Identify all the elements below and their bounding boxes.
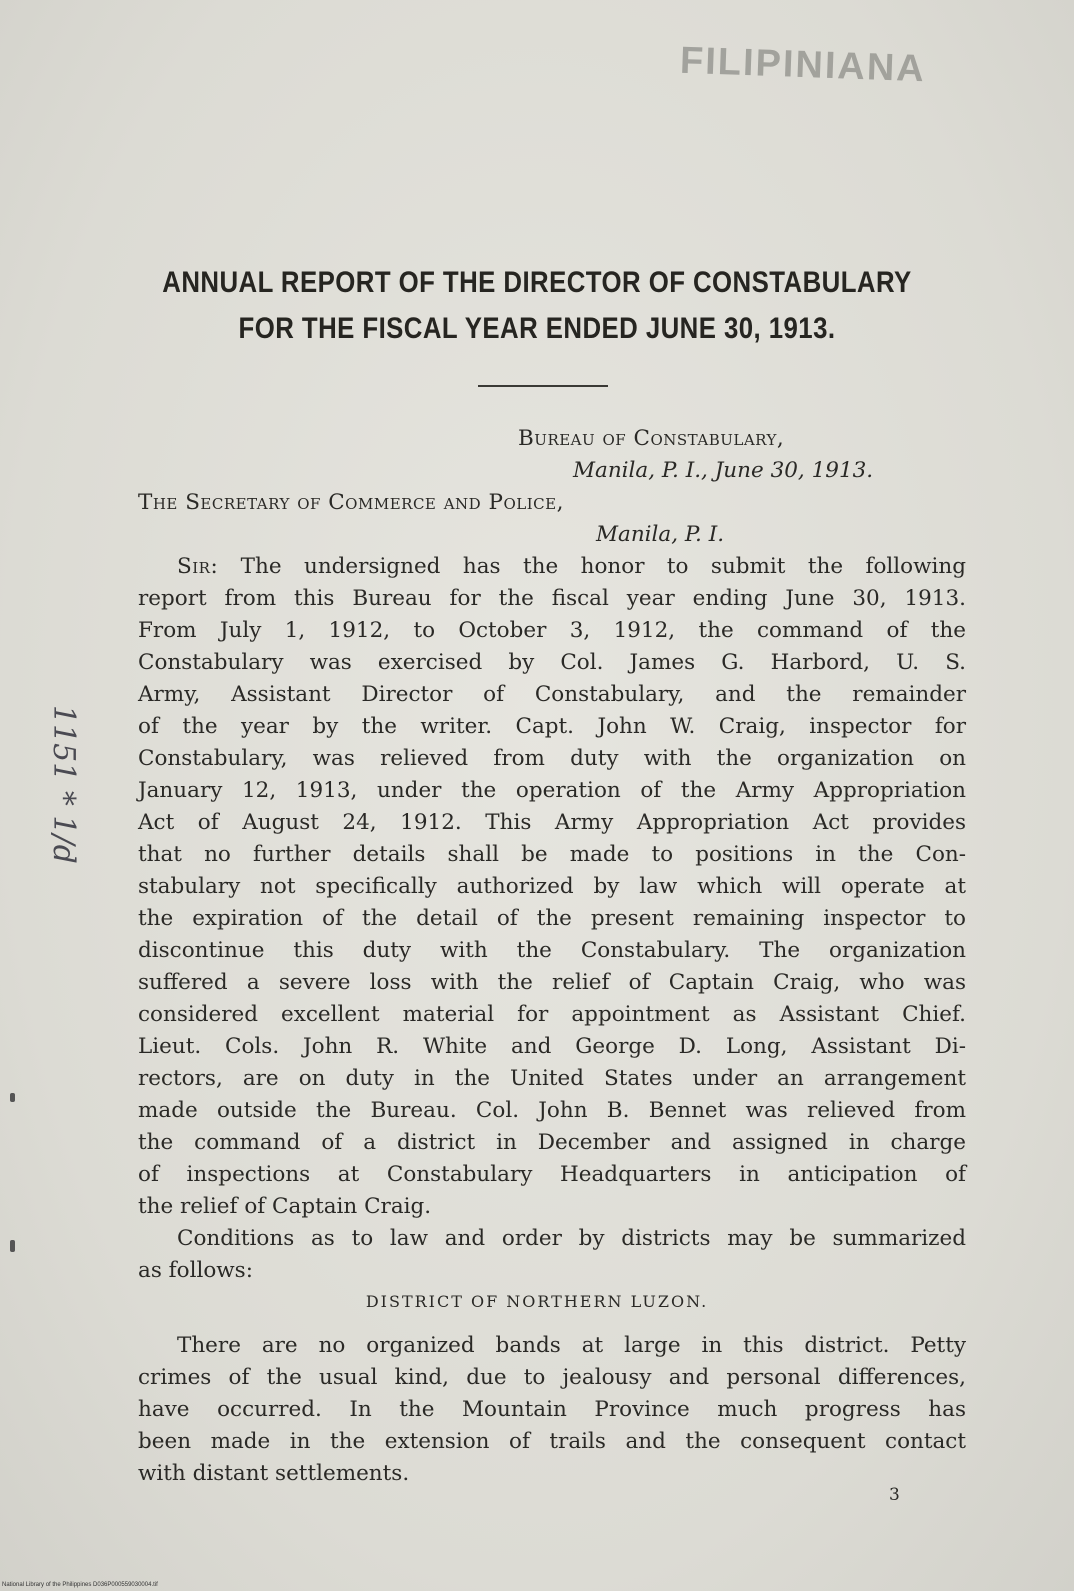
scan-speck bbox=[10, 1093, 15, 1102]
paragraph-1-line-6: of the year by the writer. Capt. John W. Craig, inspector for bbox=[138, 714, 966, 739]
paragraph-1-line-13: discontinue this duty with the Constabulary. The organization bbox=[138, 938, 966, 963]
paragraph-1-line-7: Constabulary, was relieved from duty with the organization on bbox=[138, 746, 966, 771]
section-heading: DISTRICT OF NORTHERN LUZON. bbox=[365, 1292, 709, 1311]
paragraph-1-line-12: the expiration of the detail of the present remaining inspector to bbox=[138, 906, 966, 931]
paragraph-2-line-2: as follows: bbox=[138, 1258, 253, 1283]
addressee bbox=[138, 492, 564, 514]
title-divider bbox=[478, 385, 608, 387]
paragraph-1-line-20: of inspections at Constabulary Headquarters in anticipation of bbox=[138, 1162, 966, 1187]
report-title-line-1: ANNUAL REPORT OF THE DIRECTOR OF CONSTABULARY bbox=[162, 266, 912, 299]
addressee-to: The Secretary of Commerce and Police, bbox=[138, 490, 564, 515]
paragraph-3-line-5: with distant settlements. bbox=[138, 1461, 410, 1486]
paragraph-1-line-15: considered excellent material for appointment as Assistant Chief. bbox=[138, 1002, 966, 1027]
paragraph-1-line-18: made outside the Bureau. Col. John B. Bennet was relieved from bbox=[138, 1098, 966, 1123]
paragraph-3-line-4: been made in the extension of trails and the consequent contact bbox=[138, 1429, 966, 1454]
paragraph-1-line-5: Army, Assistant Director of Constabulary, and the remainder bbox=[138, 682, 966, 707]
page-number: 3 bbox=[889, 1485, 900, 1505]
paragraph-1-line-9: Act of August 24, 1912. This Army Appropriation Act provides bbox=[138, 810, 966, 835]
paragraph-1-line-19: the command of a district in December and assigned in charge bbox=[138, 1130, 966, 1155]
paragraph-1-line-8: January 12, 1913, under the operation of the Army Appropriation bbox=[138, 778, 966, 803]
paragraph-3-line-3: have occurred. In the Mountain Province much progress has bbox=[138, 1397, 966, 1422]
scan-footer: National Library of the Philippines D036P000559030004.tif bbox=[2, 1582, 158, 1588]
report-title-line-2: FOR THE FISCAL YEAR ENDED JUNE 30, 1913. bbox=[238, 312, 836, 345]
paragraph-3-line-1: There are no organized bands at large in this district. Petty bbox=[177, 1333, 966, 1358]
paragraph-1-line-16: Lieut. Cols. John R. White and George D. Long, Assistant Di- bbox=[138, 1034, 966, 1059]
paragraph-1-line-2: report from this Bureau for the fiscal year ending June 30, 1913. bbox=[138, 586, 966, 611]
letterhead-place-date: Manila, P. I., June 30, 1913. bbox=[573, 458, 874, 483]
paragraph-1-line-14: suffered a severe loss with the relief of Captain Craig, who was bbox=[138, 970, 966, 995]
scan-speck bbox=[10, 1240, 15, 1252]
paragraph-1-line-17: rectors, are on duty in the United States under an arrangement bbox=[138, 1066, 966, 1091]
paragraph-1-line-10: that no further details shall be made to positions in the Con- bbox=[138, 842, 966, 867]
handwritten-margin-note: 1151 * 1/d bbox=[46, 705, 81, 864]
paragraph-1-line-1: Sir: The undersigned has the honor to submit the following bbox=[177, 554, 966, 579]
paragraph-1-line-3: From July 1, 1912, to October 3, 1912, the command of the bbox=[138, 618, 966, 643]
salutation: Sir: bbox=[177, 554, 219, 579]
addressee-place: Manila, P. I. bbox=[596, 522, 725, 547]
paragraph-1-line-11: stabulary not specifically authorized by law which will operate at bbox=[138, 874, 966, 899]
letterhead-bureau: Bureau of Constabulary, bbox=[518, 426, 785, 451]
paragraph-1-line-21: the relief of Captain Craig. bbox=[138, 1194, 432, 1219]
paragraph-2-line-1: Conditions as to law and order by districts may be summarized bbox=[177, 1226, 966, 1251]
paragraph-1-line-4: Constabulary was exercised by Col. James G. Harbord, U. S. bbox=[138, 650, 966, 675]
filipiniana-stamp: FILIPINIANA bbox=[679, 39, 927, 91]
paragraph-3-line-2: crimes of the usual kind, due to jealousy and personal differences, bbox=[138, 1365, 966, 1390]
